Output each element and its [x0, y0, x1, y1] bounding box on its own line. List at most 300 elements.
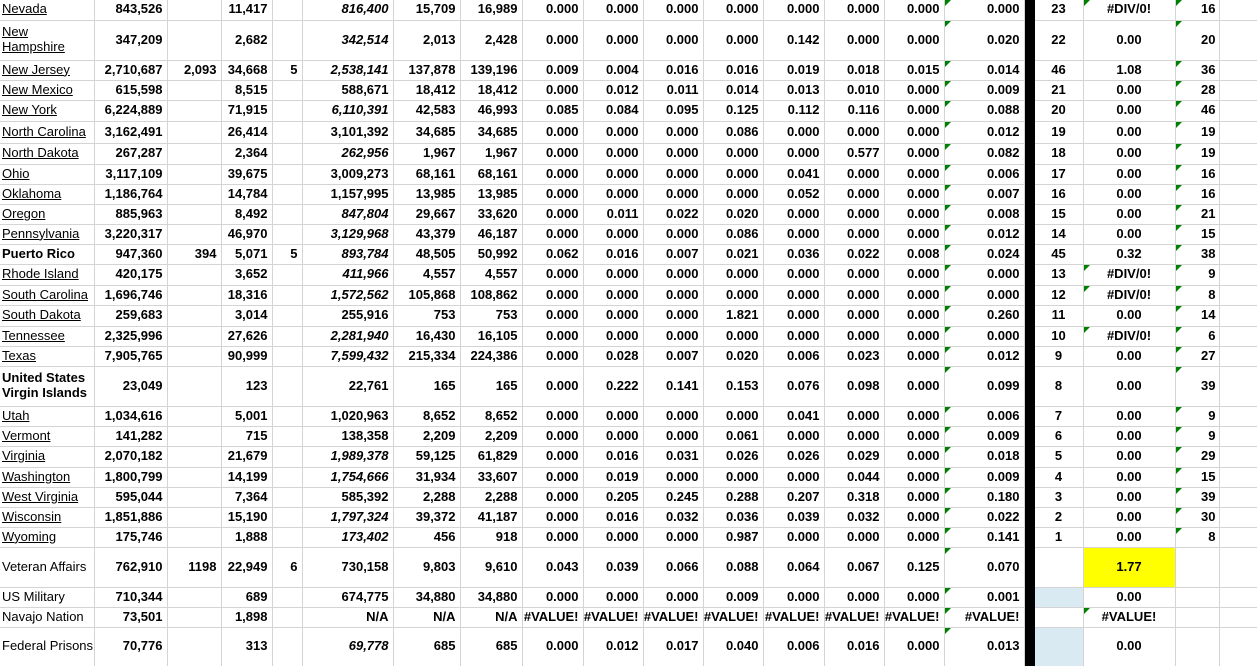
cell-r[interactable] [1083, 0, 1175, 20]
cell-j[interactable] [583, 627, 643, 666]
cell-c[interactable] [167, 547, 221, 587]
row-label-cell[interactable] [0, 20, 94, 60]
cell-s[interactable] [1175, 244, 1219, 264]
cell-f[interactable] [302, 184, 393, 204]
cell-h[interactable] [460, 326, 522, 346]
cell-g[interactable] [393, 507, 460, 527]
cell-i[interactable] [522, 627, 583, 666]
cell-n[interactable] [824, 264, 884, 285]
cell-h[interactable] [460, 467, 522, 487]
cell-t[interactable] [1219, 0, 1257, 20]
cell-h[interactable] [460, 20, 522, 60]
cell-e[interactable] [272, 507, 302, 527]
cell-j[interactable] [583, 406, 643, 426]
cell-d[interactable] [221, 285, 272, 305]
cell-l[interactable] [703, 426, 763, 446]
cell-n[interactable] [824, 164, 884, 184]
cell-d[interactable] [221, 507, 272, 527]
cell-q[interactable] [1034, 527, 1083, 547]
cell-e[interactable] [272, 204, 302, 224]
cell-k[interactable] [643, 264, 703, 285]
cell-b[interactable] [94, 527, 167, 547]
cell-n[interactable] [824, 366, 884, 406]
cell-j[interactable] [583, 305, 643, 326]
cell-h[interactable] [460, 0, 522, 20]
cell-i[interactable] [522, 184, 583, 204]
cell-l[interactable] [703, 285, 763, 305]
cell-k[interactable] [643, 80, 703, 100]
state-link[interactable]: Texas [2, 347, 36, 363]
cell-q[interactable] [1034, 487, 1083, 507]
cell-h[interactable] [460, 507, 522, 527]
row-label-cell[interactable] [0, 285, 94, 305]
cell-e[interactable] [272, 80, 302, 100]
cell-f[interactable] [302, 164, 393, 184]
state-link[interactable]: West Virginia [2, 488, 79, 504]
cell-k[interactable] [643, 446, 703, 467]
cell-s[interactable] [1175, 264, 1219, 285]
cell-q[interactable] [1034, 20, 1083, 60]
cell-o[interactable] [884, 264, 944, 285]
cell-o[interactable] [884, 607, 944, 627]
cell-n[interactable] [824, 346, 884, 366]
cell-m[interactable] [763, 467, 824, 487]
state-link[interactable]: South Carolina [2, 286, 88, 302]
cell-g[interactable] [393, 80, 460, 100]
cell-q[interactable] [1034, 305, 1083, 326]
cell-d[interactable] [221, 607, 272, 627]
row-label-cell[interactable] [0, 346, 94, 366]
cell-c[interactable] [167, 224, 221, 244]
cell-g[interactable] [393, 0, 460, 20]
cell-o[interactable] [884, 80, 944, 100]
cell-o[interactable] [884, 467, 944, 487]
cell-t[interactable] [1219, 607, 1257, 627]
cell-q[interactable] [1034, 121, 1083, 143]
cell-k[interactable] [643, 285, 703, 305]
cell-h[interactable] [460, 587, 522, 607]
row-label-cell[interactable] [0, 224, 94, 244]
cell-o[interactable] [884, 0, 944, 20]
state-link[interactable]: Oregon [2, 205, 46, 221]
cell-o[interactable] [884, 587, 944, 607]
cell-r[interactable] [1083, 406, 1175, 426]
cell-i[interactable] [522, 467, 583, 487]
cell-s[interactable] [1175, 20, 1219, 60]
cell-h[interactable] [460, 547, 522, 587]
cell-e[interactable] [272, 121, 302, 143]
cell-d[interactable] [221, 587, 272, 607]
cell-t[interactable] [1219, 326, 1257, 346]
cell-q[interactable] [1034, 346, 1083, 366]
cell-g[interactable] [393, 164, 460, 184]
cell-t[interactable] [1219, 204, 1257, 224]
cell-o[interactable] [884, 346, 944, 366]
cell-j[interactable] [583, 346, 643, 366]
cell-m[interactable] [763, 366, 824, 406]
row-label-cell[interactable] [0, 547, 94, 587]
cell-k[interactable] [643, 547, 703, 587]
cell-q[interactable] [1034, 143, 1083, 164]
cell-q[interactable] [1034, 164, 1083, 184]
cell-q[interactable] [1034, 244, 1083, 264]
cell-i[interactable] [522, 446, 583, 467]
cell-f[interactable] [302, 446, 393, 467]
cell-r[interactable] [1083, 547, 1175, 587]
cell-n[interactable] [824, 467, 884, 487]
cell-l[interactable] [703, 305, 763, 326]
cell-j[interactable] [583, 487, 643, 507]
cell-i[interactable] [522, 143, 583, 164]
cell-l[interactable] [703, 224, 763, 244]
cell-i[interactable] [522, 487, 583, 507]
state-link[interactable]: New Hampshire [2, 24, 65, 54]
cell-e[interactable] [272, 467, 302, 487]
cell-h[interactable] [460, 184, 522, 204]
cell-h[interactable] [460, 627, 522, 666]
cell-n[interactable] [824, 326, 884, 346]
cell-o[interactable] [884, 305, 944, 326]
state-link[interactable]: New Jersey [2, 61, 70, 77]
cell-l[interactable] [703, 467, 763, 487]
cell-e[interactable] [272, 587, 302, 607]
cell-g[interactable] [393, 184, 460, 204]
cell-q[interactable] [1034, 204, 1083, 224]
cell-m[interactable] [763, 20, 824, 60]
cell-e[interactable] [272, 487, 302, 507]
cell-b[interactable] [94, 224, 167, 244]
cell-e[interactable] [272, 527, 302, 547]
cell-t[interactable] [1219, 627, 1257, 666]
cell-g[interactable] [393, 487, 460, 507]
cell-s[interactable] [1175, 527, 1219, 547]
state-link[interactable]: North Carolina [2, 123, 86, 139]
cell-p[interactable] [944, 143, 1024, 164]
cell-d[interactable] [221, 0, 272, 20]
cell-p[interactable] [944, 587, 1024, 607]
cell-b[interactable] [94, 587, 167, 607]
cell-o[interactable] [884, 184, 944, 204]
row-label-cell[interactable] [0, 0, 94, 20]
cell-q[interactable] [1034, 184, 1083, 204]
cell-q[interactable] [1034, 0, 1083, 20]
cell-t[interactable] [1219, 100, 1257, 121]
cell-f[interactable] [302, 244, 393, 264]
cell-j[interactable] [583, 60, 643, 80]
cell-l[interactable] [703, 507, 763, 527]
cell-l[interactable] [703, 587, 763, 607]
row-label-cell[interactable] [0, 60, 94, 80]
cell-t[interactable] [1219, 507, 1257, 527]
cell-k[interactable] [643, 224, 703, 244]
cell-d[interactable] [221, 426, 272, 446]
cell-r[interactable] [1083, 100, 1175, 121]
cell-b[interactable] [94, 0, 167, 20]
cell-m[interactable] [763, 80, 824, 100]
cell-q[interactable] [1034, 80, 1083, 100]
cell-t[interactable] [1219, 143, 1257, 164]
cell-g[interactable] [393, 20, 460, 60]
cell-d[interactable] [221, 467, 272, 487]
cell-i[interactable] [522, 60, 583, 80]
cell-b[interactable] [94, 607, 167, 627]
cell-o[interactable] [884, 366, 944, 406]
cell-k[interactable] [643, 184, 703, 204]
cell-p[interactable] [944, 20, 1024, 60]
cell-l[interactable] [703, 326, 763, 346]
cell-s[interactable] [1175, 143, 1219, 164]
cell-m[interactable] [763, 184, 824, 204]
cell-m[interactable] [763, 607, 824, 627]
cell-b[interactable] [94, 80, 167, 100]
cell-f[interactable] [302, 285, 393, 305]
cell-m[interactable] [763, 60, 824, 80]
cell-e[interactable] [272, 547, 302, 587]
cell-r[interactable] [1083, 305, 1175, 326]
cell-g[interactable] [393, 547, 460, 587]
cell-m[interactable] [763, 446, 824, 467]
cell-c[interactable] [167, 527, 221, 547]
state-link[interactable]: Vermont [2, 427, 51, 443]
cell-g[interactable] [393, 426, 460, 446]
cell-j[interactable] [583, 366, 643, 406]
cell-r[interactable] [1083, 224, 1175, 244]
cell-n[interactable] [824, 285, 884, 305]
cell-r[interactable] [1083, 121, 1175, 143]
cell-j[interactable] [583, 143, 643, 164]
cell-c[interactable] [167, 285, 221, 305]
cell-d[interactable] [221, 627, 272, 666]
cell-q[interactable] [1034, 406, 1083, 426]
cell-p[interactable] [944, 285, 1024, 305]
cell-n[interactable] [824, 305, 884, 326]
cell-i[interactable] [522, 121, 583, 143]
cell-i[interactable] [522, 164, 583, 184]
state-link[interactable]: Washington [2, 468, 71, 484]
cell-c[interactable] [167, 164, 221, 184]
cell-p[interactable] [944, 406, 1024, 426]
cell-e[interactable] [272, 0, 302, 20]
cell-j[interactable] [583, 164, 643, 184]
cell-f[interactable] [302, 527, 393, 547]
cell-c[interactable] [167, 20, 221, 60]
cell-o[interactable] [884, 143, 944, 164]
cell-n[interactable] [824, 80, 884, 100]
cell-b[interactable] [94, 487, 167, 507]
cell-o[interactable] [884, 547, 944, 587]
row-label-cell[interactable] [0, 305, 94, 326]
cell-d[interactable] [221, 406, 272, 426]
cell-h[interactable] [460, 121, 522, 143]
cell-p[interactable] [944, 204, 1024, 224]
cell-r[interactable] [1083, 446, 1175, 467]
cell-s[interactable] [1175, 346, 1219, 366]
cell-o[interactable] [884, 446, 944, 467]
cell-b[interactable] [94, 346, 167, 366]
cell-d[interactable] [221, 527, 272, 547]
row-label-cell[interactable] [0, 184, 94, 204]
cell-k[interactable] [643, 326, 703, 346]
cell-o[interactable] [884, 164, 944, 184]
cell-k[interactable] [643, 60, 703, 80]
cell-n[interactable] [824, 121, 884, 143]
cell-l[interactable] [703, 0, 763, 20]
cell-b[interactable] [94, 121, 167, 143]
cell-n[interactable] [824, 507, 884, 527]
cell-n[interactable] [824, 20, 884, 60]
cell-m[interactable] [763, 426, 824, 446]
state-link[interactable]: New York [2, 102, 57, 118]
cell-t[interactable] [1219, 20, 1257, 60]
cell-s[interactable] [1175, 285, 1219, 305]
cell-m[interactable] [763, 224, 824, 244]
cell-p[interactable] [944, 264, 1024, 285]
cell-d[interactable] [221, 143, 272, 164]
cell-m[interactable] [763, 487, 824, 507]
cell-p[interactable] [944, 224, 1024, 244]
cell-c[interactable] [167, 264, 221, 285]
cell-e[interactable] [272, 184, 302, 204]
cell-g[interactable] [393, 627, 460, 666]
cell-e[interactable] [272, 607, 302, 627]
cell-q[interactable] [1034, 547, 1083, 587]
cell-i[interactable] [522, 305, 583, 326]
cell-h[interactable] [460, 80, 522, 100]
cell-c[interactable] [167, 426, 221, 446]
cell-o[interactable] [884, 627, 944, 666]
cell-g[interactable] [393, 587, 460, 607]
cell-f[interactable] [302, 204, 393, 224]
row-label-cell[interactable] [0, 527, 94, 547]
cell-d[interactable] [221, 366, 272, 406]
cell-j[interactable] [583, 547, 643, 587]
cell-c[interactable] [167, 80, 221, 100]
cell-t[interactable] [1219, 285, 1257, 305]
cell-i[interactable] [522, 204, 583, 224]
cell-p[interactable] [944, 0, 1024, 20]
cell-q[interactable] [1034, 366, 1083, 406]
cell-s[interactable] [1175, 366, 1219, 406]
state-link[interactable]: Tennessee [2, 327, 65, 343]
cell-s[interactable] [1175, 184, 1219, 204]
cell-t[interactable] [1219, 305, 1257, 326]
cell-l[interactable] [703, 204, 763, 224]
cell-q[interactable] [1034, 467, 1083, 487]
cell-o[interactable] [884, 426, 944, 446]
cell-o[interactable] [884, 527, 944, 547]
cell-o[interactable] [884, 60, 944, 80]
cell-i[interactable] [522, 527, 583, 547]
cell-h[interactable] [460, 204, 522, 224]
cell-f[interactable] [302, 607, 393, 627]
cell-k[interactable] [643, 121, 703, 143]
cell-j[interactable] [583, 80, 643, 100]
cell-s[interactable] [1175, 627, 1219, 666]
cell-s[interactable] [1175, 446, 1219, 467]
cell-c[interactable] [167, 60, 221, 80]
cell-r[interactable] [1083, 244, 1175, 264]
cell-t[interactable] [1219, 244, 1257, 264]
cell-n[interactable] [824, 527, 884, 547]
cell-d[interactable] [221, 487, 272, 507]
cell-f[interactable] [302, 100, 393, 121]
cell-n[interactable] [824, 0, 884, 20]
cell-l[interactable] [703, 527, 763, 547]
cell-q[interactable] [1034, 446, 1083, 467]
cell-f[interactable] [302, 305, 393, 326]
cell-c[interactable] [167, 487, 221, 507]
cell-n[interactable] [824, 244, 884, 264]
cell-r[interactable] [1083, 426, 1175, 446]
cell-g[interactable] [393, 467, 460, 487]
cell-r[interactable] [1083, 80, 1175, 100]
cell-e[interactable] [272, 346, 302, 366]
cell-p[interactable] [944, 121, 1024, 143]
cell-q[interactable] [1034, 60, 1083, 80]
cell-o[interactable] [884, 204, 944, 224]
cell-c[interactable] [167, 406, 221, 426]
cell-c[interactable] [167, 100, 221, 121]
cell-k[interactable] [643, 305, 703, 326]
cell-o[interactable] [884, 285, 944, 305]
cell-c[interactable] [167, 121, 221, 143]
cell-l[interactable] [703, 607, 763, 627]
cell-e[interactable] [272, 100, 302, 121]
cell-c[interactable] [167, 607, 221, 627]
cell-p[interactable] [944, 346, 1024, 366]
cell-i[interactable] [522, 326, 583, 346]
cell-s[interactable] [1175, 224, 1219, 244]
cell-q[interactable] [1034, 607, 1083, 627]
cell-e[interactable] [272, 60, 302, 80]
cell-g[interactable] [393, 121, 460, 143]
cell-j[interactable] [583, 204, 643, 224]
cell-g[interactable] [393, 264, 460, 285]
state-link[interactable]: Pennsylvania [2, 225, 80, 241]
cell-b[interactable] [94, 547, 167, 587]
cell-c[interactable] [167, 143, 221, 164]
cell-s[interactable] [1175, 487, 1219, 507]
cell-g[interactable] [393, 204, 460, 224]
cell-i[interactable] [522, 346, 583, 366]
cell-m[interactable] [763, 547, 824, 587]
cell-k[interactable] [643, 406, 703, 426]
cell-g[interactable] [393, 100, 460, 121]
cell-g[interactable] [393, 305, 460, 326]
row-label-cell[interactable] [0, 204, 94, 224]
cell-o[interactable] [884, 406, 944, 426]
cell-s[interactable] [1175, 547, 1219, 587]
cell-e[interactable] [272, 164, 302, 184]
cell-e[interactable] [272, 426, 302, 446]
cell-k[interactable] [643, 587, 703, 607]
cell-o[interactable] [884, 121, 944, 143]
cell-c[interactable] [167, 0, 221, 20]
cell-j[interactable] [583, 607, 643, 627]
cell-b[interactable] [94, 164, 167, 184]
cell-i[interactable] [522, 20, 583, 60]
cell-i[interactable] [522, 244, 583, 264]
cell-g[interactable] [393, 244, 460, 264]
cell-s[interactable] [1175, 60, 1219, 80]
cell-c[interactable] [167, 446, 221, 467]
cell-t[interactable] [1219, 487, 1257, 507]
cell-l[interactable] [703, 143, 763, 164]
row-label-cell[interactable] [0, 627, 94, 666]
cell-r[interactable] [1083, 184, 1175, 204]
cell-f[interactable] [302, 326, 393, 346]
cell-h[interactable] [460, 527, 522, 547]
